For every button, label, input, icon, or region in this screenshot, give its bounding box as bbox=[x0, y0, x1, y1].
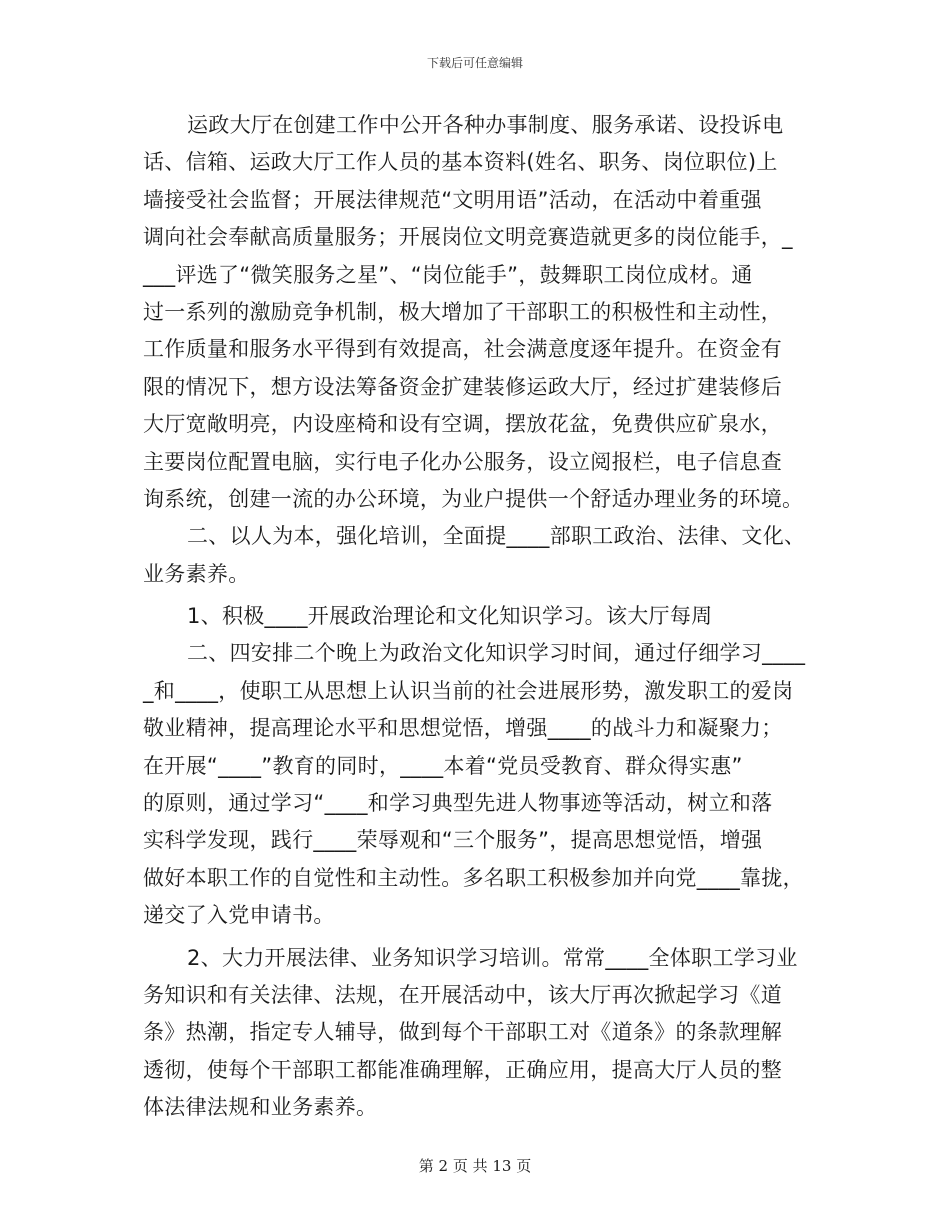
section-heading-line: 二、以人为本，强化培训，全面提____部职工政治、法律、文化、 bbox=[187, 524, 806, 549]
text-line: 的原则，通过学习“____和学习典型先进人物事迹等活动，树立和落 bbox=[143, 791, 773, 816]
text-line: 递交了入党申请书。 bbox=[143, 903, 335, 928]
text-line: 在开展“____”教育的同时，____本着“党员受教育、群众得实惠” bbox=[143, 753, 743, 778]
text-line: 运政大厅在创建工作中公开各种办事制度、服务承诺、设投诉电 bbox=[187, 113, 784, 137]
text-line: 大厅宽敞明亮，内设座椅和设有空调，摆放花盆，免费供应矿泉水， bbox=[143, 412, 782, 437]
text-line: 敬业精神，提高理论水平和思想觉悟，增强____的战斗力和凝聚力； bbox=[143, 716, 783, 741]
text-line: _和____，使职工从思想上认识当前的社会进展形势，激发职工的爱岗 bbox=[143, 678, 794, 703]
page-header: 下载后可任意编辑 bbox=[426, 56, 523, 70]
text-line: 话、信箱、运政大厅工作人员的基本资料(姓名、职务、岗位职位)上 bbox=[143, 150, 778, 175]
text-line: 限的情况下，想方设法筹备资金扩建装修运政大厅，经过扩建装修后 bbox=[143, 374, 782, 399]
document-body bbox=[143, 107, 808, 1127]
text-line: 1、积极____开展政治理论和文化知识学习。该大厅每周 bbox=[187, 604, 713, 629]
text-line: 二、四安排二个晚上为政治文化知识学习时间，通过仔细学习____ bbox=[187, 641, 806, 666]
text-line: 做好本职工作的自觉性和主动性。多名职工积极参加并向党____靠拢， bbox=[143, 865, 804, 890]
text-line: ___评选了“微笑服务之星”、“岗位能手”，鼓舞职工岗位成材。通 bbox=[143, 262, 753, 287]
text-line: 调向社会奉献高质量服务；开展岗位文明竞赛造就更多的岗位能手，_ bbox=[143, 225, 793, 250]
text-line: 务知识和有关法律、法规，在开展活动中，该大厅再次掀起学习《道 bbox=[143, 982, 782, 1007]
text-line: 墙接受社会监督；开展法律规范“文明用语”活动，在活动中着重强 bbox=[143, 187, 762, 212]
text-line: 业务素养。 bbox=[143, 561, 250, 586]
page-number: 第 2 页 共 13 页 bbox=[418, 1157, 532, 1175]
text-line: 工作质量和服务水平得到有效提高，社会满意度逐年提升。在资金有 bbox=[143, 337, 782, 362]
text-line: 过一系列的激励竞争机制，极大增加了干部职工的积极性和主动性， bbox=[143, 299, 782, 324]
text-line: 询系统，创建一流的办公环境，为业户提供一个舒适办理业务的环境。 bbox=[143, 486, 804, 511]
text-line: 实科学发现，践行____荣辱观和“三个服务”，提高思想觉悟，增强 bbox=[143, 828, 763, 853]
text-line: 主要岗位配置电脑，实行电子化办公服务，设立阅报栏，电子信息查 bbox=[143, 449, 782, 474]
text-line: 2、大力开展法律、业务知识学习培训。常常____全体职工学习业 bbox=[187, 945, 798, 970]
text-line: 透彻，使每个干部职工都能准确理解，正确应用，提高大厅人员的整 bbox=[143, 1057, 782, 1082]
text-line: 体法律法规和业务素养。 bbox=[143, 1095, 378, 1120]
text-line: 条》热潮，指定专人辅导，做到每个干部职工对《道条》的条款理解 bbox=[143, 1020, 782, 1045]
